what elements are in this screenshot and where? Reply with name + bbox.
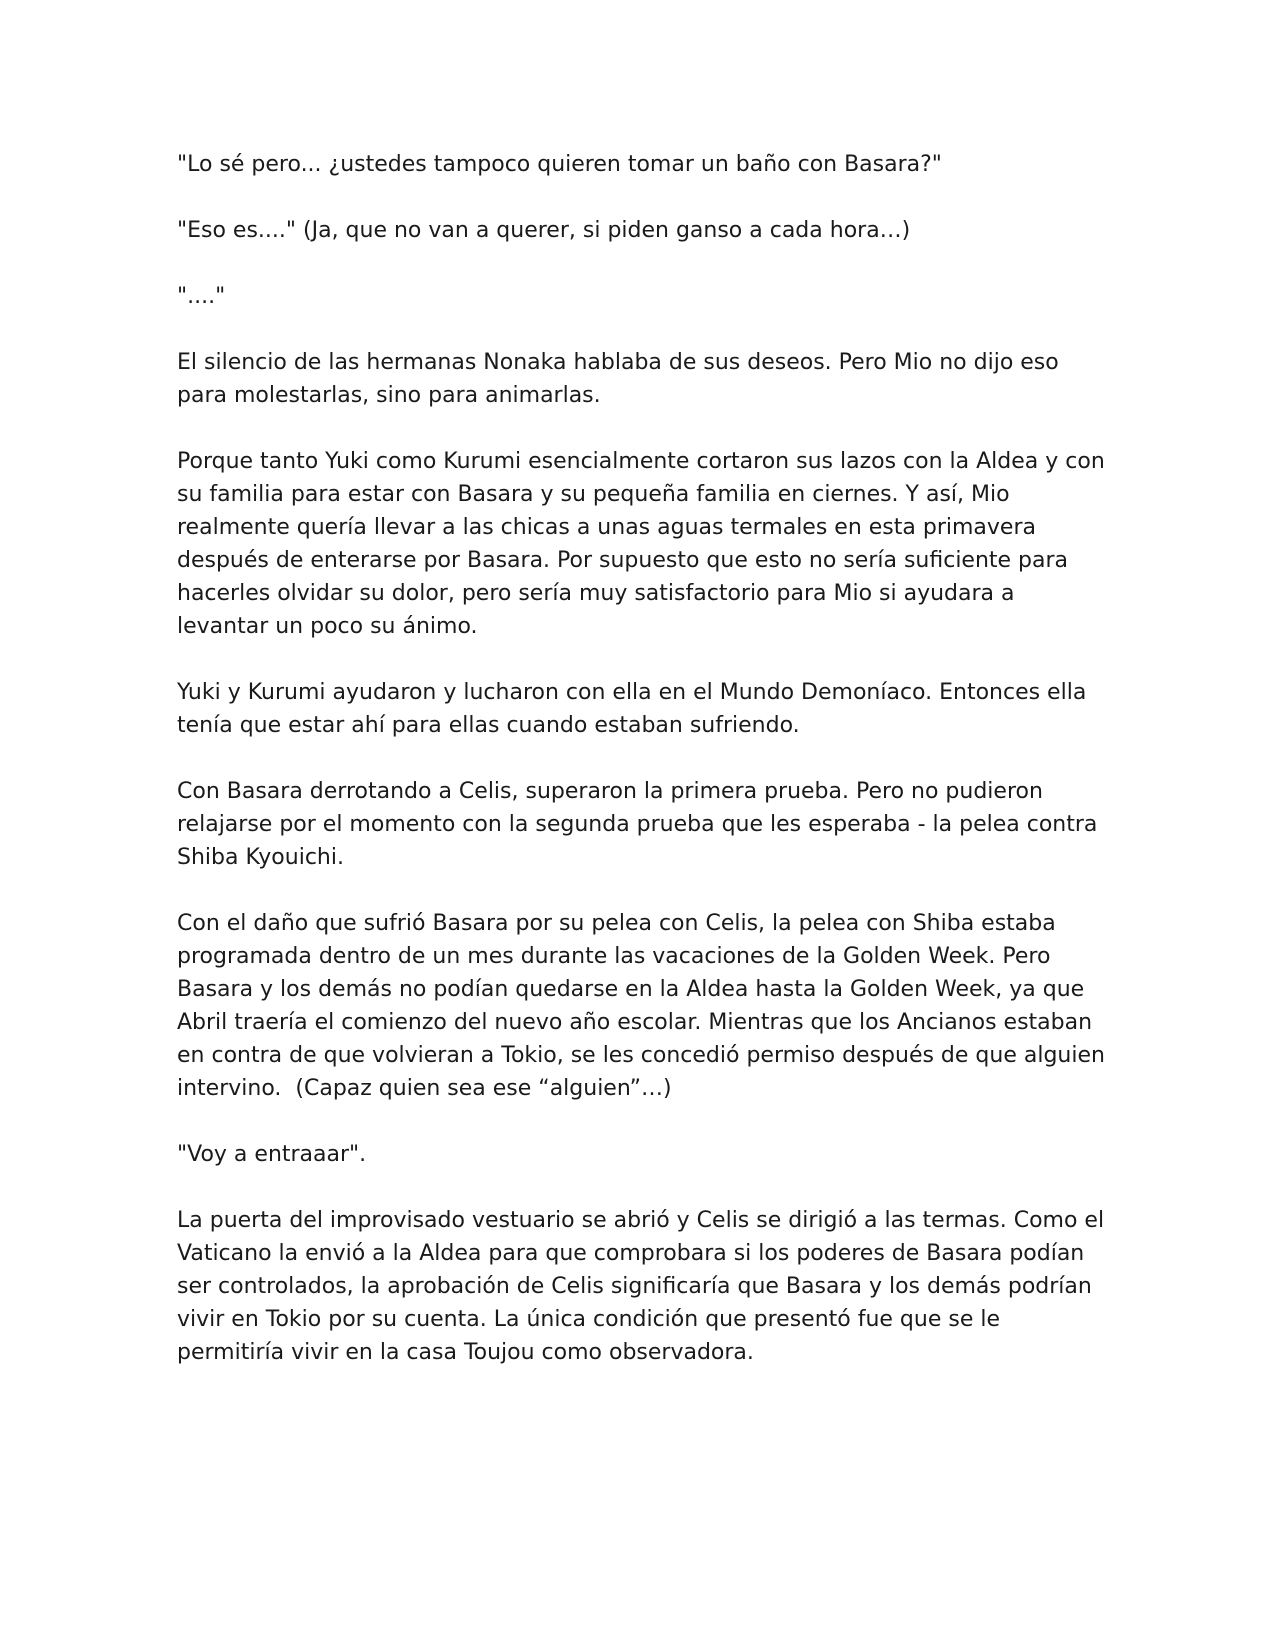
paragraph-4: El silencio de las hermanas Nonaka hablaba de sus deseos. Pero Mio no dijo eso para molestarlas, sino para animarlas. (177, 350, 1066, 408)
document-body (177, 148, 1112, 1402)
paragraph-8: Con el daño que sufrió Basara por su pelea con Celis, la pelea con Shiba estaba programada dentro de un mes durante las vacaciones de la Golden Week. Pero Basara y los demás no podían quedarse en la Aldea hasta la Golden Week, ya que Abril traería el comienzo del nuevo año escolar. Mientras que los Ancianos estaban en contra de que volvieran a Tokio, se les concedió permiso después de que alguien intervino. (Capaz quien sea ese “alguien”…) (177, 911, 1112, 1101)
paragraph-7: Con Basara derrotando a Celis, superaron la primera prueba. Pero no pudieron relajarse por el momento con la segunda prueba que les esperaba - la pelea contra Shiba Kyouichi. (177, 779, 1105, 870)
paragraph-2: "Eso es...." (Ja, que no van a querer, si piden ganso a cada hora…) (177, 218, 911, 243)
paragraph-3: "...." (177, 284, 226, 309)
paragraph-5: Porque tanto Yuki como Kurumi esencialmente cortaron sus lazos con la Aldea y con su familia para estar con Basara y su pequeña familia en ciernes. Y así, Mio realmente quería llevar a las chicas a unas aguas termales en esta primavera después de enterarse por Basara. Por supuesto que esto no sería suficiente para hacerles olvidar su dolor, pero sería muy satisfactorio para Mio si ayudara a levantar un poco su ánimo. (177, 449, 1112, 639)
paragraph-9: "Voy a entraaar". (177, 1142, 367, 1167)
paragraph-1: "Lo sé pero... ¿ustedes tampoco quieren tomar un baño con Basara?" (177, 152, 942, 177)
paragraph-6: Yuki y Kurumi ayudaron y lucharon con ella en el Mundo Demoníaco. Entonces ella tenía que estar ahí para ellas cuando estaban sufriendo. (177, 680, 1094, 738)
paragraph-10: La puerta del improvisado vestuario se abrió y Celis se dirigió a las termas. Como el Vaticano la envió a la Aldea para que comprobara si los poderes de Basara podían ser controlados, la aprobación de Celis significaría que Basara y los demás podrían vivir en Tokio por su cuenta. La única condición que presentó fue que se le permitiría vivir en la casa Toujou como observadora. (177, 1208, 1112, 1365)
